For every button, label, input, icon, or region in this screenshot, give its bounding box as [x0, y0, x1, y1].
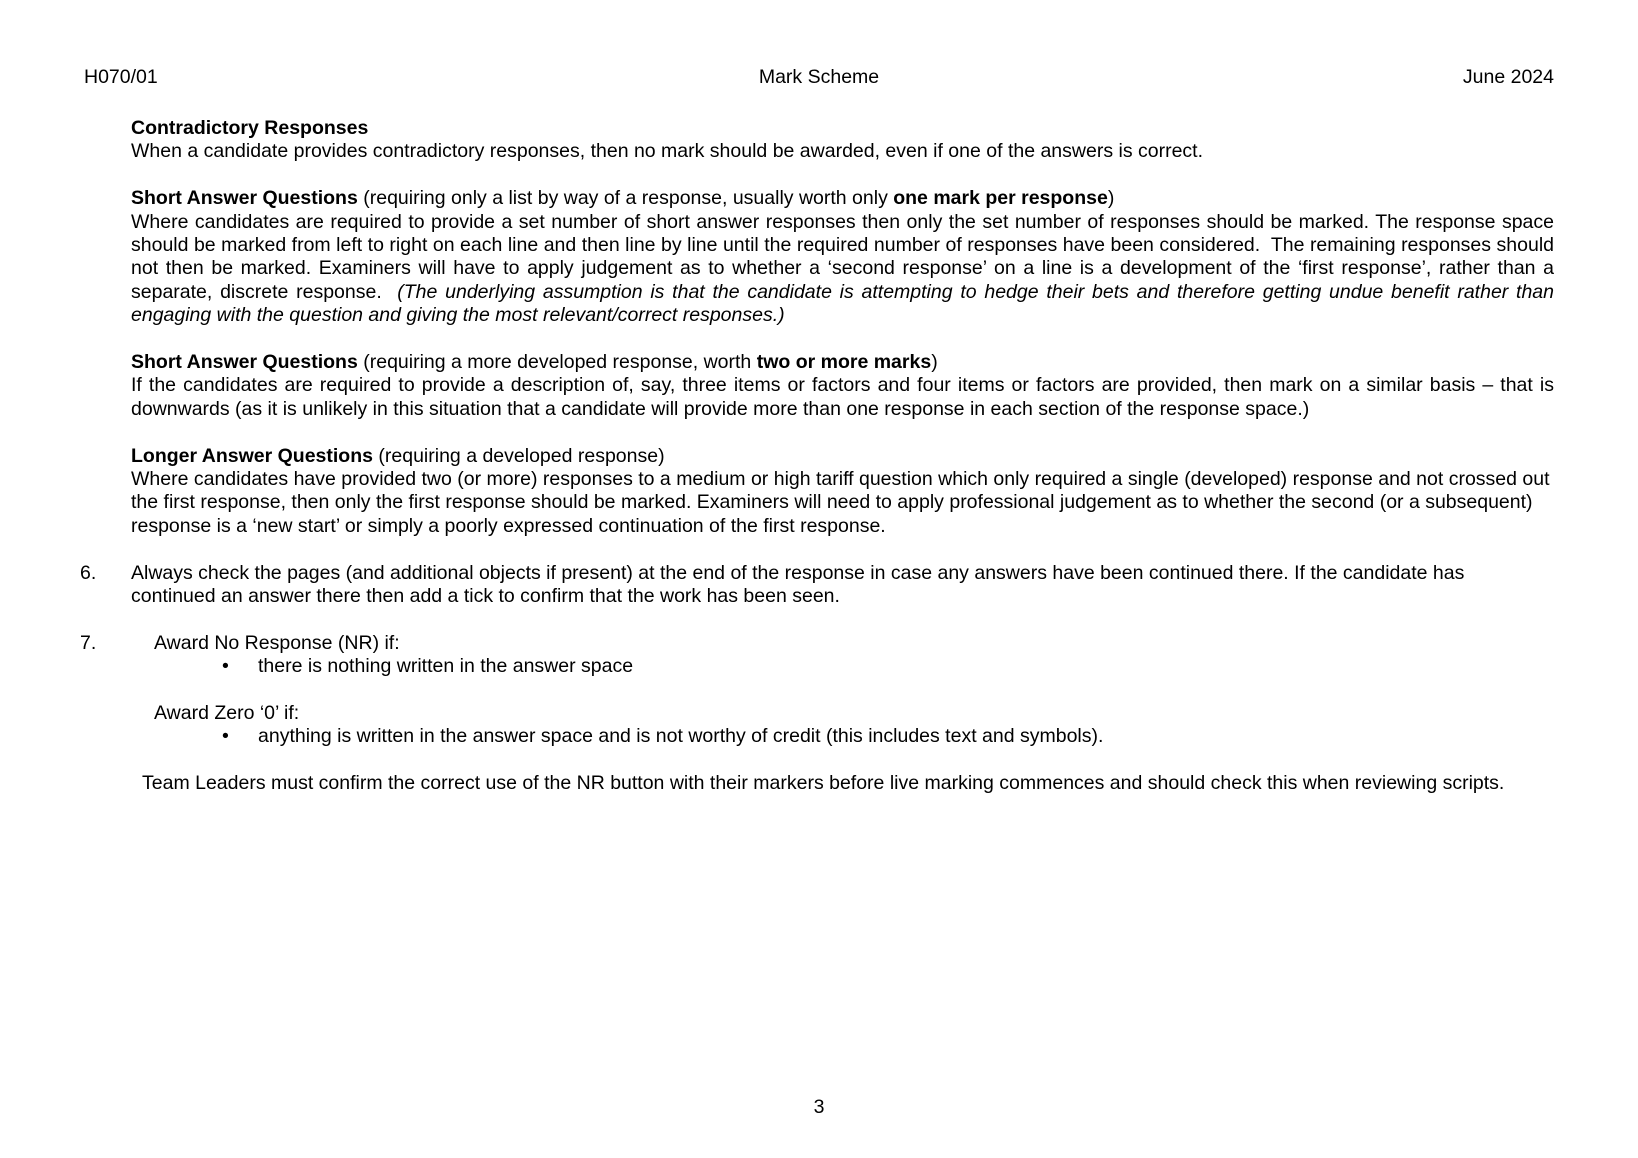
paragraph-text: Where candidates are required to provide a set number of short answer responses then only the set number of responses should be marked. The response space should be marked from left to right on each line and then line by line until the required number of responses have been considered. The remaining responses should not then be marked. Examiners will have to apply judgement as to whether a ‘second response’ on a line is a development of the ‘first response’, rather than a separate, discrete response. — [131, 210, 1554, 303]
section-heading: Contradictory Responses — [131, 117, 369, 139]
section-heading — [131, 187, 1554, 210]
award-zero-block — [154, 702, 1554, 749]
numbered-item-7 — [80, 632, 1554, 679]
heading-bold-text: two or more marks — [756, 351, 932, 374]
heading-normal-text: (requiring a developed response) — [372, 444, 665, 467]
page-number: 3 — [813, 1096, 825, 1118]
bullet-item — [222, 655, 1554, 678]
header-date: June 2024 — [1462, 66, 1554, 88]
section-paragraph: If the candidates are required to provide a description of, say, three items or factors and four items or factors are provided, then mark on a similar basis – that is downwards (as it is unlikely in this situation that a candidate will provide more than one response in each section of the response space.) — [131, 374, 1554, 420]
header-doc-code: H070/01 — [84, 66, 158, 88]
bullet-icon: • — [222, 655, 229, 678]
item-text — [154, 632, 1554, 679]
section-paragraph: Where candidates have provided two (or more) responses to a medium or high tariff question which only required a single (developed) response and not crossed out the first response, then only the first response should be marked. Examiners will need to apply professional judgement as to whether the second (or a subsequent) response is a ‘new start’ or simply a poorly expressed continuation of the first response. — [131, 468, 1550, 537]
section-heading — [131, 445, 1554, 468]
heading-bold-text: Short Answer Questions — [131, 351, 358, 374]
numbered-item-6 — [80, 562, 1554, 609]
section-paragraph: When a candidate provides contradictory responses, then no mark should be awarded, even if one of the answers is correct. — [131, 140, 1204, 163]
team-leaders-paragraph: Team Leaders must confirm the correct use of the NR button with their markers before live marking commences and should check this when reviewing scripts. — [142, 772, 1505, 795]
item-number: 7. — [80, 631, 97, 654]
heading-normal-text: (requiring only a list by way of a response, usually worth only — [357, 187, 894, 210]
award-zero-label: Award Zero ‘0’ if: — [154, 702, 300, 725]
paragraph-italic-text: (The underlying assumption is that the candidate is attempting to hedge their bets and therefore getting undue benefit rather than engaging with the question and giving the most relevant/correct responses.) — [131, 280, 1554, 327]
heading-normal-text: ) — [1107, 187, 1115, 210]
heading-bold-text: one mark per response — [893, 187, 1108, 210]
section-short-answer-list — [131, 187, 1554, 327]
page-header — [84, 66, 1554, 89]
item-number: 6. — [80, 561, 97, 584]
bullet-text: there is nothing written in the answer space — [258, 655, 634, 678]
item-text: Always check the pages (and additional objects if present) at the end of the response in case any answers have been continued there. If the candidate has continued an answer there then add a tick to confirm that the work has been seen. — [131, 561, 1465, 608]
heading-normal-text: ) — [931, 351, 938, 374]
section-contradictory-responses — [131, 117, 1554, 164]
bullet-icon: • — [222, 725, 229, 748]
section-paragraph — [131, 211, 1554, 328]
section-short-answer-developed — [131, 351, 1554, 421]
heading-bold-text: Short Answer Questions — [131, 187, 358, 210]
section-longer-answer — [131, 445, 1554, 539]
bullet-text: anything is written in the answer space and is not worthy of credit (this includes text and symbols). — [258, 725, 1104, 748]
header-title: Mark Scheme — [758, 66, 880, 88]
heading-normal-text: (requiring a more developed response, worth — [357, 351, 757, 374]
document-body — [80, 117, 1554, 796]
heading-bold-text: Longer Answer Questions — [131, 444, 373, 467]
bullet-item — [222, 725, 1554, 748]
award-nr-label: Award No Response (NR) if: — [154, 631, 400, 654]
section-heading — [131, 351, 1554, 374]
